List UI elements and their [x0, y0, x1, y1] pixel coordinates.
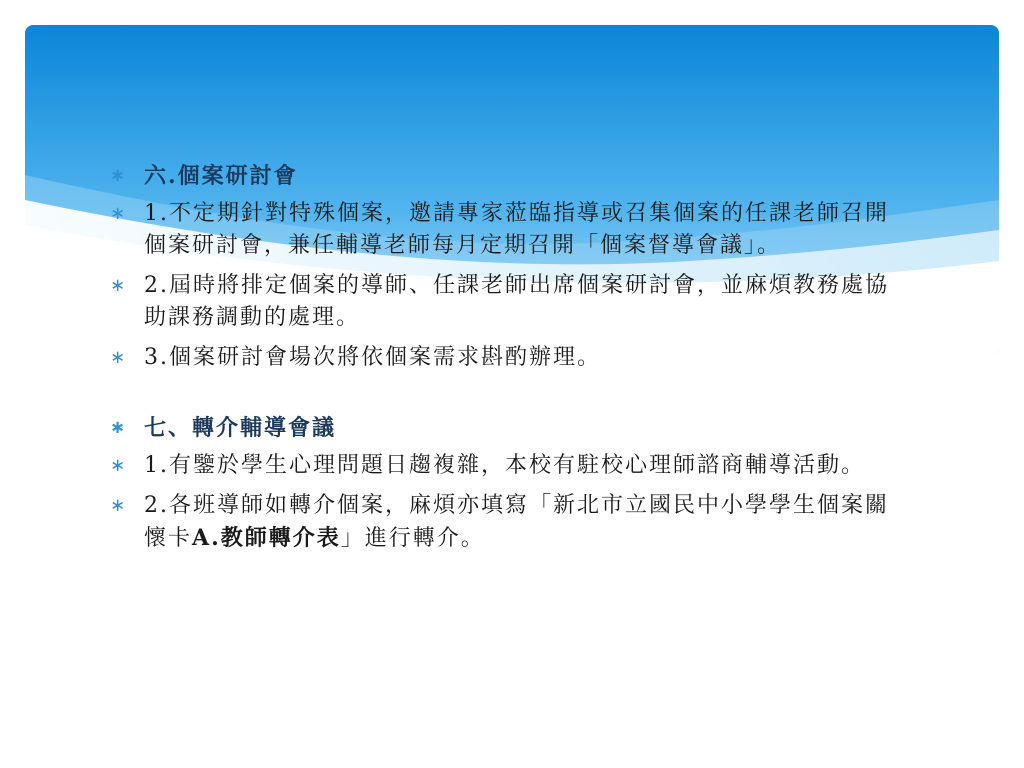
bullet-icon: ∗ [110, 275, 128, 296]
section-six-item-2: 2.屆時將排定個案的導師、任課老師出席個案研討會，並麻煩教務處協助課務調動的處理。 [144, 273, 889, 330]
bullet-icon: ∗ [110, 347, 128, 368]
list-item [110, 490, 910, 555]
bullet-icon: ∗ [110, 165, 128, 186]
bullet-icon: ∗ [110, 495, 128, 516]
bullet-icon: ∗ [110, 203, 128, 224]
section-spacer [110, 382, 910, 412]
section-seven-item-2-suffix: 」進行轉介。 [340, 526, 485, 551]
section-six-heading [110, 160, 910, 192]
list-item [110, 198, 910, 262]
bullet-icon: ∗ [110, 455, 128, 476]
section-seven-title: 七、轉介輔導會議 [144, 415, 337, 441]
section-seven-item-1: 1.有鑒於學生心理問題日趨複雜，本校有駐校心理師諮商輔導活動。 [144, 453, 865, 478]
bullet-icon: ∗ [110, 417, 128, 438]
slide-content [110, 160, 910, 563]
section-six-title: 六.個案研討會 [144, 163, 298, 189]
section-six-item-3: 3.個案研討會場次將依個案需求斟酌辦理。 [144, 345, 601, 370]
list-item [110, 450, 910, 482]
section-seven-heading [110, 412, 910, 444]
section-six-item-1: 1.不定期針對特殊個案，邀請專家蒞臨指導或召集個案的任課老師召開個案研討會，兼任輔導老師每月定期召開「個案督導會議」。 [144, 201, 889, 258]
list-item [110, 270, 910, 334]
section-seven-item-2-prefix: 2.各班導師如轉介個案，麻煩亦填寫「新北市立國民中小學學生個案關懷卡 [144, 493, 889, 551]
section-seven-item-2-form-name: A.教師轉介表 [192, 525, 341, 551]
list-item [110, 342, 910, 374]
